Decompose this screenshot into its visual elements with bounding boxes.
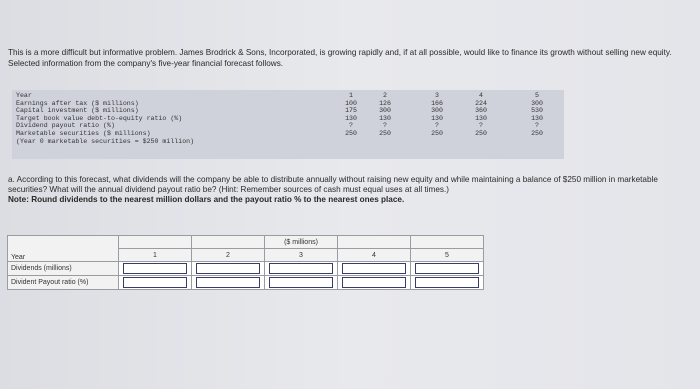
de-ratio-value: 130 [379,114,391,122]
year-header-cell: 2 [192,249,265,262]
answer-header-row [8,236,484,249]
securities-value: 250 [379,129,391,137]
de-ratio-value: 130 [475,114,487,122]
earnings-value: 300 [531,99,543,107]
unit-header: ($ millions) [265,236,338,249]
de-ratio-value: 130 [431,114,443,122]
year-value: 1 [349,92,353,99]
forecast-year-column [370,92,400,138]
dividend-input[interactable] [342,263,406,274]
forecast-labels [16,92,194,145]
capex-value: 175 [345,107,357,115]
de-ratio-value: 130 [531,114,543,122]
payout-input-cell[interactable] [192,276,265,290]
blank-header [192,236,265,249]
dividend-input-cell[interactable] [338,262,411,276]
blank-header [119,236,192,249]
payout-input-cell[interactable] [411,276,484,290]
payout-value: ? [383,122,387,130]
year-header-cell: 3 [265,249,338,262]
earnings-value: 126 [379,99,391,107]
year-value: 2 [383,92,387,99]
payout-value: ? [535,122,539,130]
forecast-year-column [522,92,552,138]
payout-value: ? [349,122,353,130]
dividend-input-cell[interactable] [411,262,484,276]
dividend-input[interactable] [196,263,260,274]
payout-input-cell[interactable] [265,276,338,290]
year-header-cell: 4 [338,249,411,262]
dividends-row [8,262,484,276]
forecast-year-column [422,92,452,138]
blank-header [338,236,411,249]
securities-value: 250 [531,129,543,137]
year-header-cell: 1 [119,249,192,262]
capex-value: 300 [379,107,391,115]
forecast-data-block [12,90,564,159]
rounding-note: Note: Round dividends to the nearest million dollars and the payout ratio % to the nearest ones place. [8,195,405,204]
year-header: Year [8,236,119,262]
capex-value: 530 [531,107,543,115]
year-value: 5 [535,92,539,99]
payout-label: Divident Payout ratio (%) [8,276,119,290]
payout-input[interactable] [269,277,333,288]
payout-input[interactable] [196,277,260,288]
answer-table [7,235,484,290]
dividend-input-cell[interactable] [192,262,265,276]
year-value: 3 [435,92,439,99]
payout-input[interactable] [342,277,406,288]
problem-intro: This is a more difficult but informative problem. James Brodrick & Sons, Incorporated, is growing rapidly and, if at all possible, would like to finance its growth without selling new equity. Selected information from the company's five-year financial forecast follows. [8,48,672,68]
forecast-label: Year [16,92,32,99]
forecast-label: (Year 0 marketable securities = $250 million) [16,137,195,145]
earnings-value: 166 [431,99,443,107]
forecast-label: Dividend payout ratio (%) [16,122,115,130]
dividend-input-cell[interactable] [265,262,338,276]
dividend-input[interactable] [269,263,333,274]
payout-input[interactable] [415,277,479,288]
dividends-label: Dividends (millions) [8,262,119,276]
payout-input[interactable] [123,277,187,288]
forecast-label: Target book value debt-to-equity ratio (%) [16,114,183,122]
dividend-input[interactable] [415,263,479,274]
forecast-year-column [336,92,366,138]
forecast-label: Marketable securities ($ millions) [16,129,151,137]
forecast-label: Capital investment ($ millions) [16,107,139,115]
capex-value: 300 [431,107,443,115]
question-block [8,175,688,205]
de-ratio-value: 130 [345,114,357,122]
blank-header [411,236,484,249]
capex-value: 360 [475,107,487,115]
payout-input-cell[interactable] [119,276,192,290]
year-header-cell: 5 [411,249,484,262]
payout-value: ? [435,122,439,130]
securities-value: 250 [431,129,443,137]
earnings-value: 224 [475,99,487,107]
payout-value: ? [479,122,483,130]
earnings-value: 100 [345,99,357,107]
forecast-year-column [466,92,496,138]
payout-input-cell[interactable] [338,276,411,290]
forecast-label: Earnings after tax ($ millions) [16,99,139,107]
question-text: a. According to this forecast, what dividends will the company be able to distribute annually without raising new equity and while maintaining a balance of $250 million in marketable securities? What will the annual dividend payout ratio be? (Hint: Remember sources of cash must equal uses at all times.) [8,175,658,194]
securities-value: 250 [475,129,487,137]
dividend-input-cell[interactable] [119,262,192,276]
payout-row [8,276,484,290]
year-value: 4 [479,92,483,99]
dividend-input[interactable] [123,263,187,274]
securities-value: 250 [345,129,357,137]
